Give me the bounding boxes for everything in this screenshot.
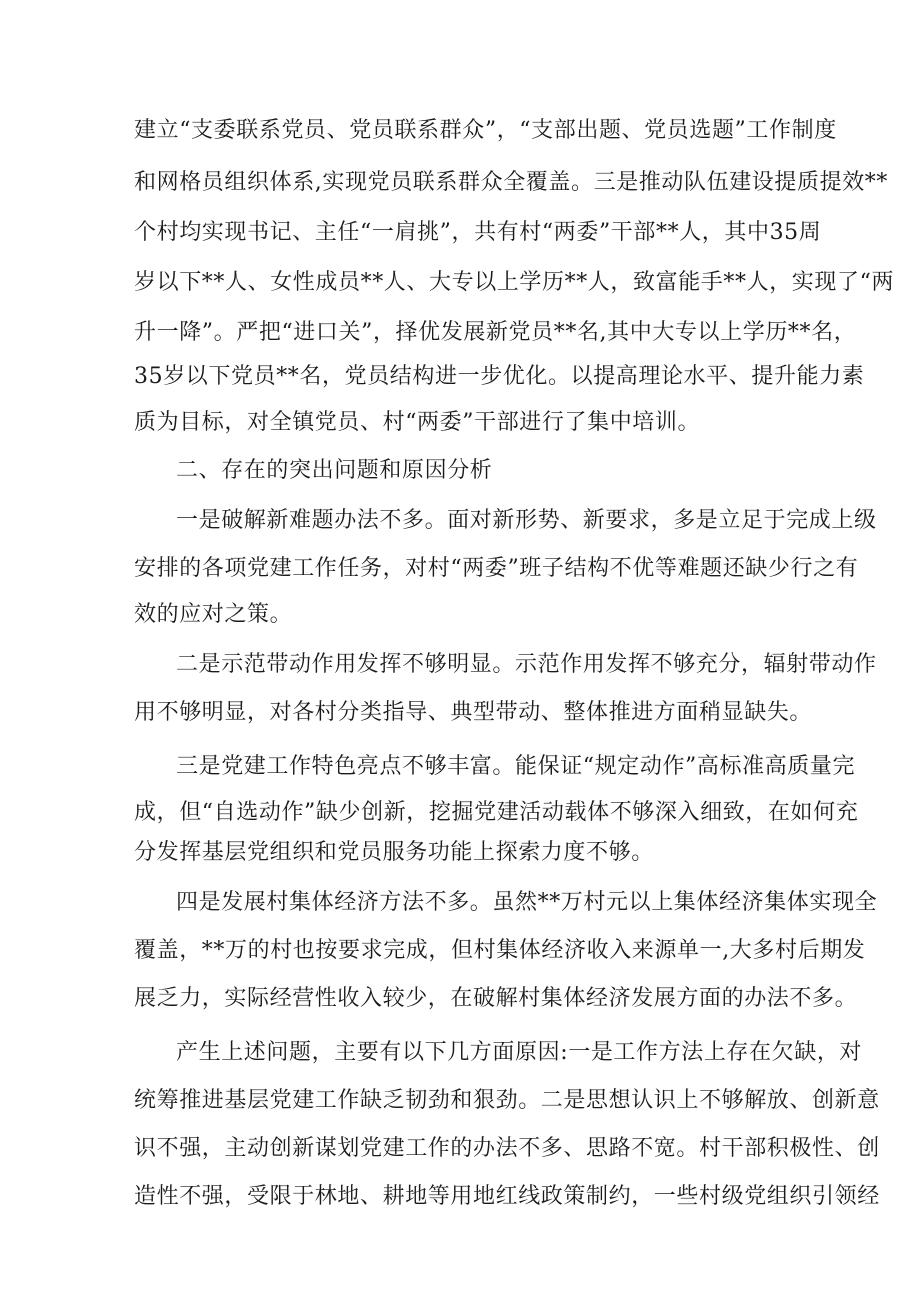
text-line: 产生上述问题，主要有以下几方面原因:一是工作方法上存在欠缺，对 xyxy=(176,1040,863,1065)
text-line: 升一降”。严把“进口关”，择优发展新党员**名,其中大专以上学历**名， xyxy=(134,320,857,345)
text-line: 造性不强，受限于林地、耕地等用地红线政策制约，一些村级党组织引领经 xyxy=(134,1184,880,1209)
text-line: 分发挥基层党组织和党员服务功能上探索力度不够。 xyxy=(134,840,654,865)
text-line: 覆盖，**万的村也按要求完成，但村集体经济收入来源单一,大多村后期发 xyxy=(134,938,866,963)
text-line: 一是破解新难题办法不多。面对新形势、新要求，多是立足于完成上级 xyxy=(176,508,877,533)
text-line: 展乏力，实际经营性收入较少，在破解村集体经济发展方面的办法不多。 xyxy=(134,986,858,1011)
text-line: 统筹推进基层党建工作缺乏韧劲和狠劲。二是思想认识上不够解放、创新意 xyxy=(134,1088,880,1113)
text-line: 35岁以下党员**名，党员结构进一步优化。以提高理论水平、提升能力素 xyxy=(134,364,865,389)
text-line: 效的应对之策。 xyxy=(134,602,293,627)
section-heading: 二、存在的突出问题和原因分析 xyxy=(176,458,493,483)
text-line: 质为目标，对全镇党员、村“两委”干部进行了集中培训。 xyxy=(134,410,701,435)
text-line: 个村均实现书记、主任“一肩挑”，共有村“两委”干部**人，其中35周 xyxy=(134,220,822,245)
text-line: 二是示范带动作用发挥不够明显。示范作用发挥不够充分，辐射带动作 xyxy=(176,652,877,677)
text-line: 四是发展村集体经济方法不多。虽然**万村元以上集体经济集体实现全 xyxy=(176,890,878,915)
text-line: 和网格员组织体系,实现党员联系群众全覆盖。三是推动队伍建设提质提效** xyxy=(134,170,888,195)
text-line: 安排的各项党建工作任务，对村“两委”班子结构不优等难题还缺少行之有 xyxy=(134,556,859,581)
text-line: 成，但“自选动作”缺少创新，挖掘党建活动载体不够深入细致，在如何充 xyxy=(134,800,859,825)
text-line: 岁以下**人、女性成员**人、大专以上学历**人，致富能手**人，实现了“两 xyxy=(134,270,895,295)
text-line: 三是党建工作特色亮点不够丰富。能保证“规定动作”高标准高质量完 xyxy=(176,754,856,779)
text-line: 识不强，主动创新谋划党建工作的办法不多、思路不宽。村干部积极性、创 xyxy=(134,1136,880,1161)
text-line: 用不够明显，对各村分类指导、典型带动、整体推进方面稍显缺失。 xyxy=(134,700,813,725)
text-line: 建立“支委联系党员、党员联系群众”，“支部出题、党员选题”工作制度 xyxy=(134,118,837,143)
